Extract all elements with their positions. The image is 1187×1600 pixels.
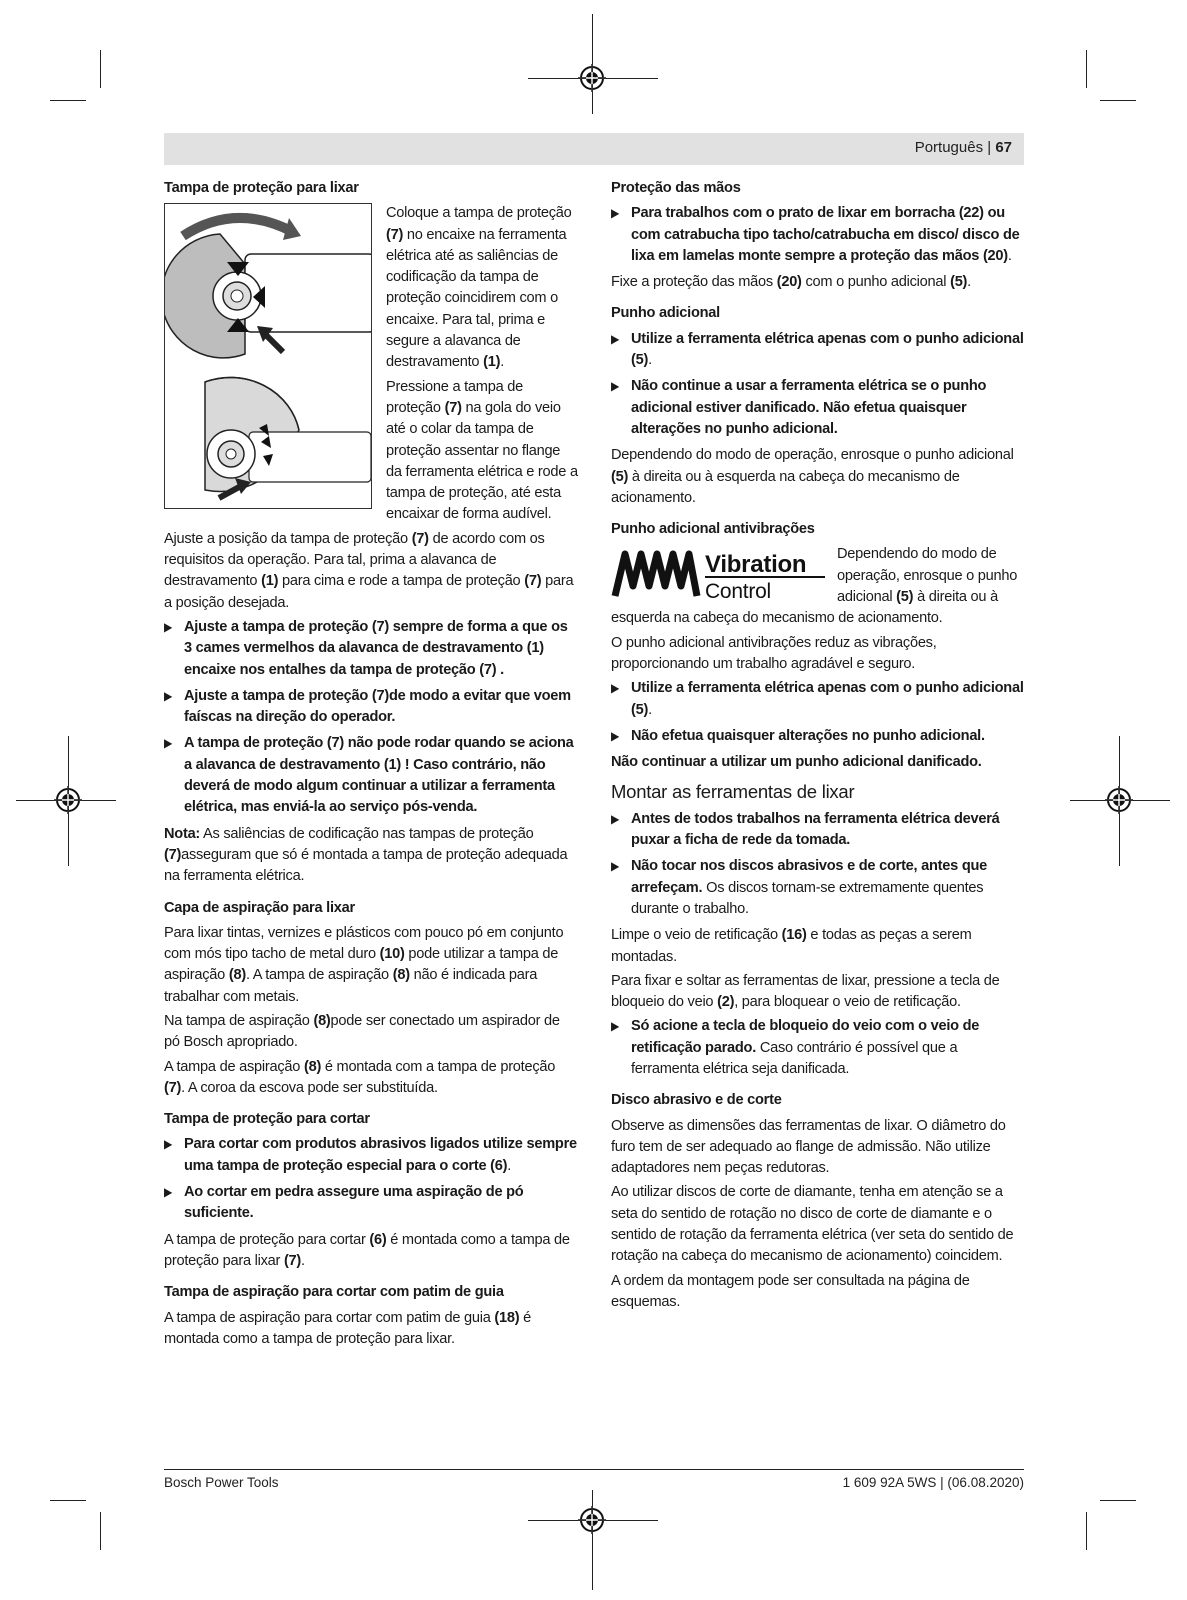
paragraph: Observe as dimensões das ferramentas de lixar. O diâmetro do furo tem de ser adequado ao flange de admissão. Não utilize adaptadores nem peças redutoras.: [611, 1117, 1006, 1177]
text: Pressione a tampa de proteção: [386, 378, 523, 416]
text: Para lixar tintas, vernizes e plásticos com pouco pó em conjunto com mós tipo tacho de metal duro: [164, 924, 564, 963]
crop-mark: [100, 1512, 101, 1550]
crop-mark: [50, 100, 86, 101]
ref: (5): [950, 274, 968, 291]
arrow-icon: ▶: [611, 728, 620, 743]
crop-mark: [1100, 100, 1136, 101]
footer-rule: [164, 1469, 1024, 1470]
bullet-text: Ajuste a tampa de proteção (7) sempre de forma a que os 3 cames vermelhos da alavanca de destravamento (1) encaixe nos entalhes da tampa de proteção (7) .: [184, 618, 568, 678]
text: . A coroa da escova pode ser substituída.: [181, 1079, 438, 1096]
text: Coloque a tampa de proteção: [386, 205, 572, 222]
ref: (7): [164, 846, 182, 863]
paragraph: [611, 971, 1026, 1014]
text: para a posição desejada.: [164, 573, 574, 611]
bullet-text: Utilize a ferramenta elétrica apenas com o punho adicional (5): [631, 330, 1024, 369]
arrow-icon: ▶: [611, 379, 620, 394]
text: Ajuste a posição da tampa de proteção: [164, 530, 412, 547]
ref: (8): [313, 1012, 331, 1029]
bullet-text: Ao cortar em pedra assegure uma aspiração de pó suficiente.: [184, 1184, 524, 1222]
text: Limpe o veio de retificação: [611, 927, 782, 944]
note-paragraph: [164, 824, 579, 888]
page-header: [164, 133, 1024, 165]
paragraph: [164, 1230, 579, 1273]
crop-mark: [592, 1490, 593, 1590]
bullet-item: [611, 1016, 1026, 1080]
ref: (8): [392, 967, 410, 984]
paragraph: Ao utilizar discos de corte de diamante, tenha em atenção se a seta do sentido de rotação no disco de corte de diamante e o sentido de rotação da ferramenta elétrica (ver seta do sentido de rotação na cabeça do mecanismo de acionamento) coincidem.: [611, 1184, 1014, 1265]
text: As saliências de codificação nas tampas de proteção: [200, 825, 534, 842]
bullet-text: Não efetua quaisquer alterações no punho adicional.: [631, 727, 985, 744]
bullet-text: Só acione a tecla de bloqueio do veio com o veio de retificação parado.: [631, 1018, 980, 1056]
registration-mark-icon: [578, 64, 606, 92]
text: .: [301, 1252, 305, 1269]
ref: (20): [776, 274, 802, 291]
bullet-item: [611, 856, 1026, 920]
text: .: [648, 701, 652, 718]
text: .: [507, 1157, 512, 1174]
ref: (7): [386, 226, 404, 243]
bullet-item: [164, 686, 579, 729]
vibration-control-logo: [611, 546, 827, 606]
bullet-item: [611, 809, 1026, 852]
footer-left: Bosch Power Tools: [164, 1475, 279, 1490]
text: Para fixar e soltar as ferramentas de lixar, pressione a tecla de bloqueio do veio: [611, 972, 1000, 1011]
arrow-icon: ▶: [611, 811, 620, 826]
paragraph: [611, 925, 1026, 968]
vibration-control-icon: [611, 546, 827, 606]
bullet-text: Não tocar nos discos abrasivos e de corte, antes que arrefeçam.: [631, 858, 988, 896]
logo-word-control: Control: [705, 580, 771, 604]
text: , para bloquear o veio de retificação.: [734, 994, 961, 1011]
ref: (1): [483, 354, 501, 371]
text: Fixe a proteção das mãos: [611, 274, 777, 291]
ref: (5): [611, 468, 629, 485]
ref: (7): [164, 1079, 182, 1096]
bullet-text: A tampa de proteção (7) não pode rodar quando se aciona a alavanca de destravamento (1) ! Caso contrário, não deverá de modo algum continuar a utilizar a ferramenta elétrica, mas enviá-la ao serviço pós-venda.: [184, 735, 574, 816]
text: de acordo com os requisitos da operação. Para tal, prima a alavanca de destravamento: [164, 530, 545, 590]
arrow-icon: ▶: [611, 331, 620, 346]
arrow-icon: ▶: [164, 1137, 173, 1152]
paragraph: [164, 1011, 579, 1054]
registration-mark-icon: [578, 1506, 606, 1534]
text: é montada com a tampa de proteção: [321, 1058, 556, 1075]
text: no encaixe na ferramenta elétrica até as saliências de codificação da tampa de proteção coincidirem com o encaixe. Para tal, prima e segure a alavanca de destravamento: [386, 226, 567, 371]
note-label: Nota:: [164, 825, 201, 842]
ref: (6): [369, 1231, 387, 1248]
arrow-icon: ▶: [611, 1019, 620, 1034]
bullet-item: [611, 376, 1026, 440]
paragraph: [164, 1057, 579, 1100]
ref: (8): [228, 967, 246, 984]
bullet-item: [164, 1134, 579, 1177]
ref: (7): [524, 573, 542, 590]
text: Caso contrário é possível que a ferramenta elétrica seja danificada.: [631, 1039, 958, 1077]
bullet-item: [611, 329, 1026, 372]
text: com o punho adicional: [801, 274, 951, 291]
arrow-icon: ▶: [611, 681, 620, 696]
text: e todas as peças a serem montadas.: [611, 927, 972, 965]
text: Os discos tornam-se extremamente quentes durante o trabalho.: [631, 879, 984, 917]
text: A tampa de aspiração: [164, 1058, 304, 1075]
right-column: [611, 178, 1026, 1316]
text: Dependendo do modo de operação, enrosque o punho adicional: [837, 546, 1018, 606]
logo-word-vibration: Vibration: [705, 551, 807, 579]
text: . A tampa de aspiração: [245, 967, 393, 984]
crop-mark: [100, 50, 101, 88]
paragraph: [164, 529, 579, 614]
text: .: [648, 352, 652, 369]
paragraph: A ordem da montagem pode ser consultada na página de esquemas.: [611, 1272, 970, 1310]
bullet-text: Para trabalhos com o prato de lixar em borracha (22) ou com catrabucha tipo tacho/catrabucha em disco/ disco de lixa em lamelas monte sempre a proteção das mãos (20): [631, 205, 1020, 264]
header-language: Português: [914, 139, 984, 156]
text: A tampa de aspiração para cortar com patim de guia: [164, 1309, 495, 1326]
bullet-item: [611, 726, 1026, 747]
ref: (8): [303, 1058, 322, 1075]
text: .: [500, 354, 504, 371]
bullet-text: Para cortar com produtos abrasivos ligados utilize sempre uma tampa de proteção especial para o corte (6): [184, 1136, 577, 1174]
text: é montada como a tampa de proteção para lixar: [164, 1231, 570, 1269]
paragraph: [611, 272, 1026, 293]
page-number: 67: [995, 139, 1012, 156]
bullet-item: [164, 733, 579, 818]
ref: (7): [444, 399, 462, 416]
text: pode utilizar a tampa de aspiração: [164, 946, 559, 984]
paragraph: O punho adicional antivibrações reduz as vibrações, proporcionando um trabalho agradável e seguro.: [611, 634, 937, 672]
text: não é indicada para trabalhar com metais.: [164, 967, 538, 1005]
paragraph: [611, 445, 1026, 509]
text: .: [967, 274, 971, 291]
text: .: [1007, 247, 1012, 264]
crop-mark: [50, 1500, 86, 1501]
bullet-text: Utilize a ferramenta elétrica apenas com o punho adicional (5): [631, 680, 1024, 718]
header-text: Português | 67: [914, 139, 1012, 156]
text: é montada como a tampa de proteção para lixar.: [164, 1309, 532, 1347]
ref: (7): [283, 1252, 302, 1269]
crop-mark: [1100, 1500, 1136, 1501]
ref: (1): [261, 573, 279, 590]
section-title: Punho adicional: [611, 305, 720, 322]
ref: (2): [717, 994, 735, 1011]
bullet-item: [164, 617, 579, 681]
bullet-text: Não continue a usar a ferramenta elétrica se o punho adicional estiver danificado. Não efetua quaisquer alterações no punho adicional.: [631, 378, 987, 437]
arrow-icon: ▶: [164, 1185, 173, 1200]
section-title: Capa de aspiração para lixar: [164, 899, 355, 916]
footer-right: 1 609 92A 5WS | (06.08.2020): [842, 1475, 1024, 1490]
ref: (18): [494, 1309, 520, 1326]
text: asseguram que só é montada a tampa de proteção adequada na ferramenta elétrica.: [164, 846, 568, 885]
section-title: Tampa de proteção para lixar: [164, 180, 359, 196]
section-title: Punho adicional antivibrações: [611, 521, 815, 538]
bullet-item: [611, 203, 1026, 267]
arrow-icon: ▶: [164, 736, 173, 751]
arrow-icon: ▶: [164, 619, 173, 634]
registration-mark-icon: [1105, 786, 1133, 814]
ref: (10): [379, 946, 405, 963]
text: à direita ou à esquerda na cabeça do mecanismo de acionamento.: [611, 468, 960, 506]
text: A tampa de proteção para cortar: [164, 1231, 370, 1248]
arrow-icon: ▶: [611, 859, 620, 874]
text: Dependendo do modo de operação, enrosque o punho adicional: [611, 447, 1014, 464]
text: para cima e rode a tampa de proteção: [278, 573, 525, 590]
bullet-text: Ajuste a tampa de proteção (7)de modo a evitar que voem faíscas na direção do operador.: [184, 687, 571, 726]
text: pode ser conectado um aspirador de pó Bosch apropriado.: [164, 1012, 560, 1051]
crop-mark: [1086, 1512, 1087, 1550]
crop-mark: [1086, 50, 1087, 88]
paragraph: [164, 1308, 579, 1351]
section-title: Proteção das mãos: [611, 180, 741, 196]
registration-mark-icon: [54, 786, 82, 814]
text: à direita ou à esquerda na cabeça do mecanismo de acionamento.: [611, 589, 998, 627]
bullet-item: [611, 678, 1026, 721]
text: na gola do veio até o colar da tampa de proteção assentar no flange da ferramenta elétrica e rode a tampa de proteção, até esta encaixar de forma audível.: [386, 399, 578, 523]
arrow-icon: ▶: [611, 206, 620, 221]
section-title: Tampa de aspiração para cortar com patim de guia: [164, 1284, 504, 1301]
section-title: Disco abrasivo e de corte: [611, 1092, 782, 1109]
paragraph: Não continuar a utilizar um punho adicional danificado.: [611, 754, 982, 771]
guard-mounting-figure: [164, 203, 372, 509]
section-title: Tampa de proteção para cortar: [164, 1111, 370, 1128]
section-heading: Montar as ferramentas de lixar: [611, 781, 855, 803]
text: Na tampa de aspiração: [164, 1012, 314, 1029]
paragraph: [164, 923, 579, 1008]
guard-illustration-icon: [165, 204, 371, 508]
bullet-item: [164, 1182, 579, 1225]
arrow-icon: ▶: [164, 688, 173, 703]
bullet-text: Antes de todos trabalhos na ferramenta elétrica deverá puxar a ficha de rede da tomada.: [631, 810, 1000, 849]
left-column: [164, 178, 579, 1353]
ref: (16): [781, 927, 807, 944]
ref: (5): [896, 589, 914, 606]
ref: (7): [411, 530, 429, 547]
